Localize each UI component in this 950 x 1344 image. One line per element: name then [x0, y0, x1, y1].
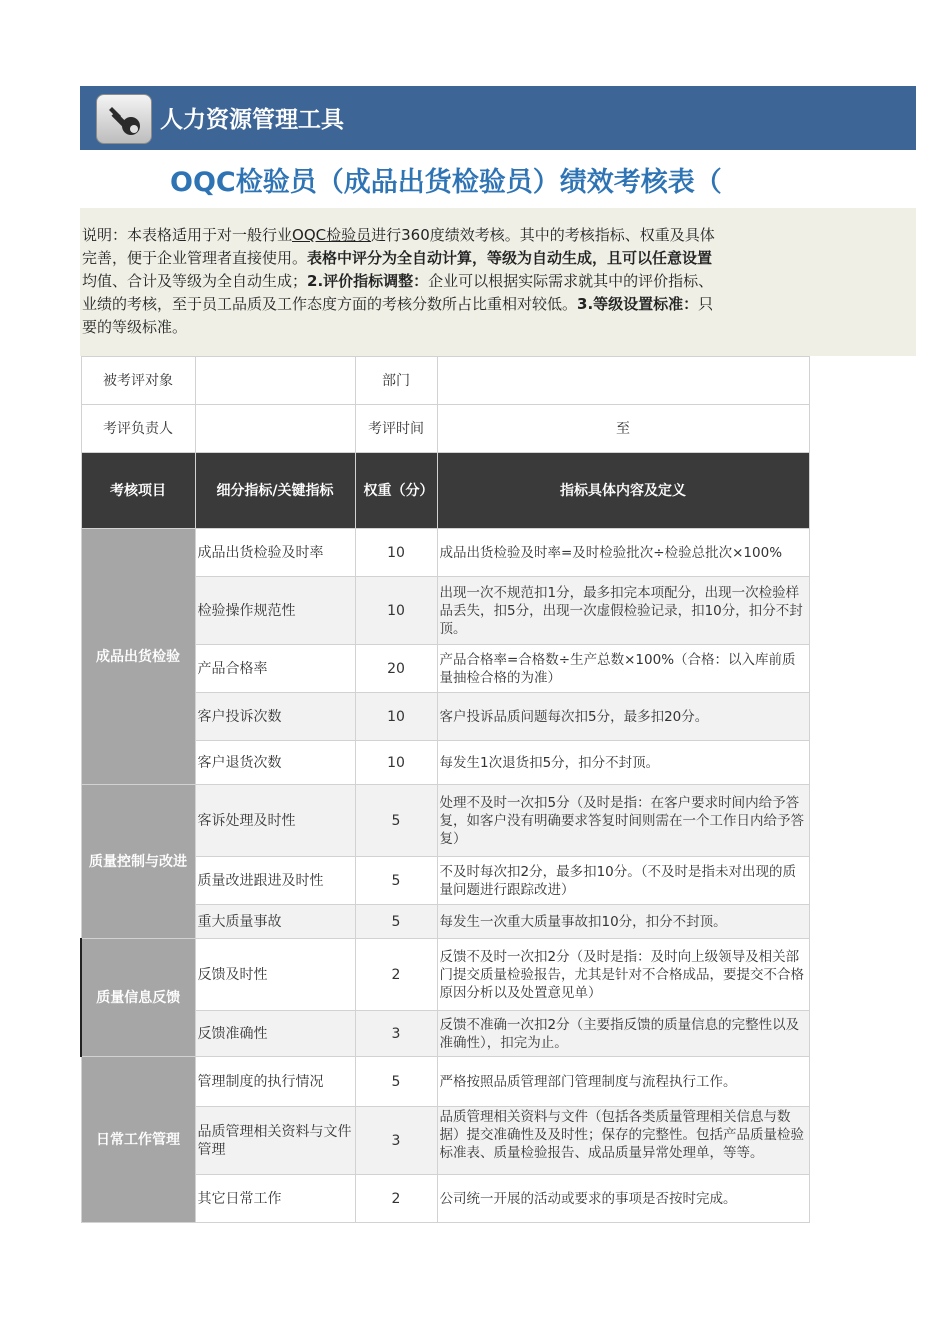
time-value[interactable]: 至 — [437, 405, 809, 453]
note-text-segment: 只 — [698, 295, 714, 313]
definition-text: 品质管理相关资料与文件（包括各类质量管理相关信息与数据）提交准确性及及时性；保存的完整性。包括产品质量检验标准表、质量检验报告、成品质量异常处理单，等等。 — [439, 1108, 804, 1161]
indicator-cell: 反馈及时性 — [195, 939, 355, 1011]
note-bold-segment: 2.评价指标调整： — [307, 272, 429, 290]
header-row — [81, 453, 809, 529]
document-title: OQC检验员（成品出货检验员）绩效考核表（ — [170, 167, 722, 198]
table-row — [81, 529, 809, 577]
weight-cell: 5 — [355, 857, 437, 905]
note-line-5 — [82, 316, 810, 339]
info-row — [81, 357, 809, 405]
document-title-box — [80, 160, 810, 204]
indicator-cell: 品质管理相关资料与文件管理 — [195, 1107, 355, 1175]
indicator-cell: 产品合格率 — [195, 645, 355, 693]
subject-label: 被考评对象 — [81, 357, 195, 405]
indicator-cell: 其它日常工作 — [195, 1175, 355, 1223]
note-text-segment: 业绩的考核，至于员工品质及工作态度方面的考核分数所占比重相对较低。 — [82, 295, 578, 313]
note-text-segment: 说明：本表格适用于对一般行业 — [82, 226, 293, 244]
weight-cell: 5 — [355, 1057, 437, 1107]
weight-cell: 10 — [355, 693, 437, 741]
definition-cell: 严格按照品质管理部门管理制度与流程执行工作。 — [437, 1057, 809, 1107]
definition-cell: 处理不及时一次扣5分（及时是指：在客户要求时间内给予答复，如客户没有明确要求答复时间则需在一个工作日内给予答复） — [437, 785, 809, 857]
definition-cell: 不及时每次扣2分，最多扣10分。（不及时是指未对出现的质量问题进行跟踪改进） — [437, 857, 809, 905]
definition-cell: 每发生1次退货扣5分，扣分不封顶。 — [437, 741, 809, 785]
definition-cell: 出现一次不规范扣1分，最多扣完本项配分，出现一次检验样品丢失，扣5分，出现一次虚假检验记录，扣10分，扣分不封顶。 — [437, 577, 809, 645]
weight-cell: 3 — [355, 1107, 437, 1175]
wrench-icon — [96, 94, 152, 144]
note-text — [82, 224, 810, 350]
note-bold-segment: 3.等级设置标准： — [577, 295, 699, 313]
note-underlined-segment: OQC检验员 — [292, 226, 372, 244]
indicator-cell: 客诉处理及时性 — [195, 785, 355, 857]
indicator-cell: 反馈准确性 — [195, 1011, 355, 1057]
category-cell: 质量信息反馈 — [81, 939, 195, 1057]
header-indicator: 细分指标/关键指标 — [195, 453, 355, 529]
note-line-2 — [82, 247, 810, 270]
note-text-segment: 企业可以根据实际需求就其中的评价指标、 — [428, 272, 714, 290]
definition-cell: 产品合格率=合格数÷生产总数×100%（合格：以入库前质量抽检合格的为准） — [437, 645, 809, 693]
note-line-4 — [82, 293, 810, 316]
weight-cell: 3 — [355, 1011, 437, 1057]
definition-cell: 每发生一次重大质量事故扣10分，扣分不封顶。 — [437, 905, 809, 939]
header-definition: 指标具体内容及定义 — [437, 453, 809, 529]
definition-cell: 成品出货检验及时率=及时检验批次÷检验总批次×100% — [437, 529, 809, 577]
owner-value[interactable] — [195, 405, 355, 453]
indicator-cell: 客户退货次数 — [195, 741, 355, 785]
definition-cell: 客户投诉品质问题每次扣5分，最多扣20分。 — [437, 693, 809, 741]
dept-value[interactable] — [437, 357, 809, 405]
indicator-cell: 质量改进跟进及时性 — [195, 857, 355, 905]
category-cell: 日常工作管理 — [81, 1057, 195, 1223]
note-bold-segment: 表格中评分为全自动计算，等级为自动生成，且可以任意设置 — [307, 249, 713, 267]
table-row — [81, 785, 809, 857]
owner-label: 考评负责人 — [81, 405, 195, 453]
definition-cell — [437, 1107, 809, 1175]
category-cell: 成品出货检验 — [81, 529, 195, 785]
category-cell: 质量控制与改进 — [81, 785, 195, 939]
indicator-cell: 成品出货检验及时率 — [195, 529, 355, 577]
weight-cell: 10 — [355, 529, 437, 577]
dept-label: 部门 — [355, 357, 437, 405]
weight-cell: 2 — [355, 1175, 437, 1223]
subject-value[interactable] — [195, 357, 355, 405]
weight-cell: 2 — [355, 939, 437, 1011]
table-row — [81, 939, 809, 1011]
weight-cell: 20 — [355, 645, 437, 693]
info-row — [81, 405, 809, 453]
note-text-segment: 完善，便于企业管理者直接使用。 — [82, 249, 308, 267]
header-category: 考核项目 — [81, 453, 195, 529]
definition-cell: 反馈不及时一次扣2分（及时是指：及时向上级领导及相关部门提交质量检验报告，尤其是针对不合格成品，要提交不合格原因分析以及处置意见单） — [437, 939, 809, 1011]
assessment-table — [80, 356, 810, 1223]
note-text-segment: 进行360度绩效考核。其中的考核指标、权重及具体 — [371, 226, 715, 244]
table-row — [81, 1057, 809, 1107]
indicator-cell: 检验操作规范性 — [195, 577, 355, 645]
banner-title: 人力资源管理工具 — [160, 107, 344, 133]
definition-cell: 公司统一开展的活动或要求的事项是否按时完成。 — [437, 1175, 809, 1223]
indicator-cell: 客户投诉次数 — [195, 693, 355, 741]
time-label: 考评时间 — [355, 405, 437, 453]
note-text-segment: 均值、合计及等级为全自动生成； — [82, 272, 308, 290]
note-line-3 — [82, 270, 810, 293]
weight-cell: 10 — [355, 577, 437, 645]
weight-cell: 10 — [355, 741, 437, 785]
indicator-cell: 重大质量事故 — [195, 905, 355, 939]
weight-cell: 5 — [355, 905, 437, 939]
definition-cell: 反馈不准确一次扣2分（主要指反馈的质量信息的完整性以及准确性），扣完为止。 — [437, 1011, 809, 1057]
note-line-1 — [82, 224, 810, 247]
weight-cell: 5 — [355, 785, 437, 857]
header-weight: 权重（分） — [355, 453, 437, 529]
note-text-segment: 要的等级标准。 — [82, 318, 188, 336]
indicator-cell: 管理制度的执行情况 — [195, 1057, 355, 1107]
